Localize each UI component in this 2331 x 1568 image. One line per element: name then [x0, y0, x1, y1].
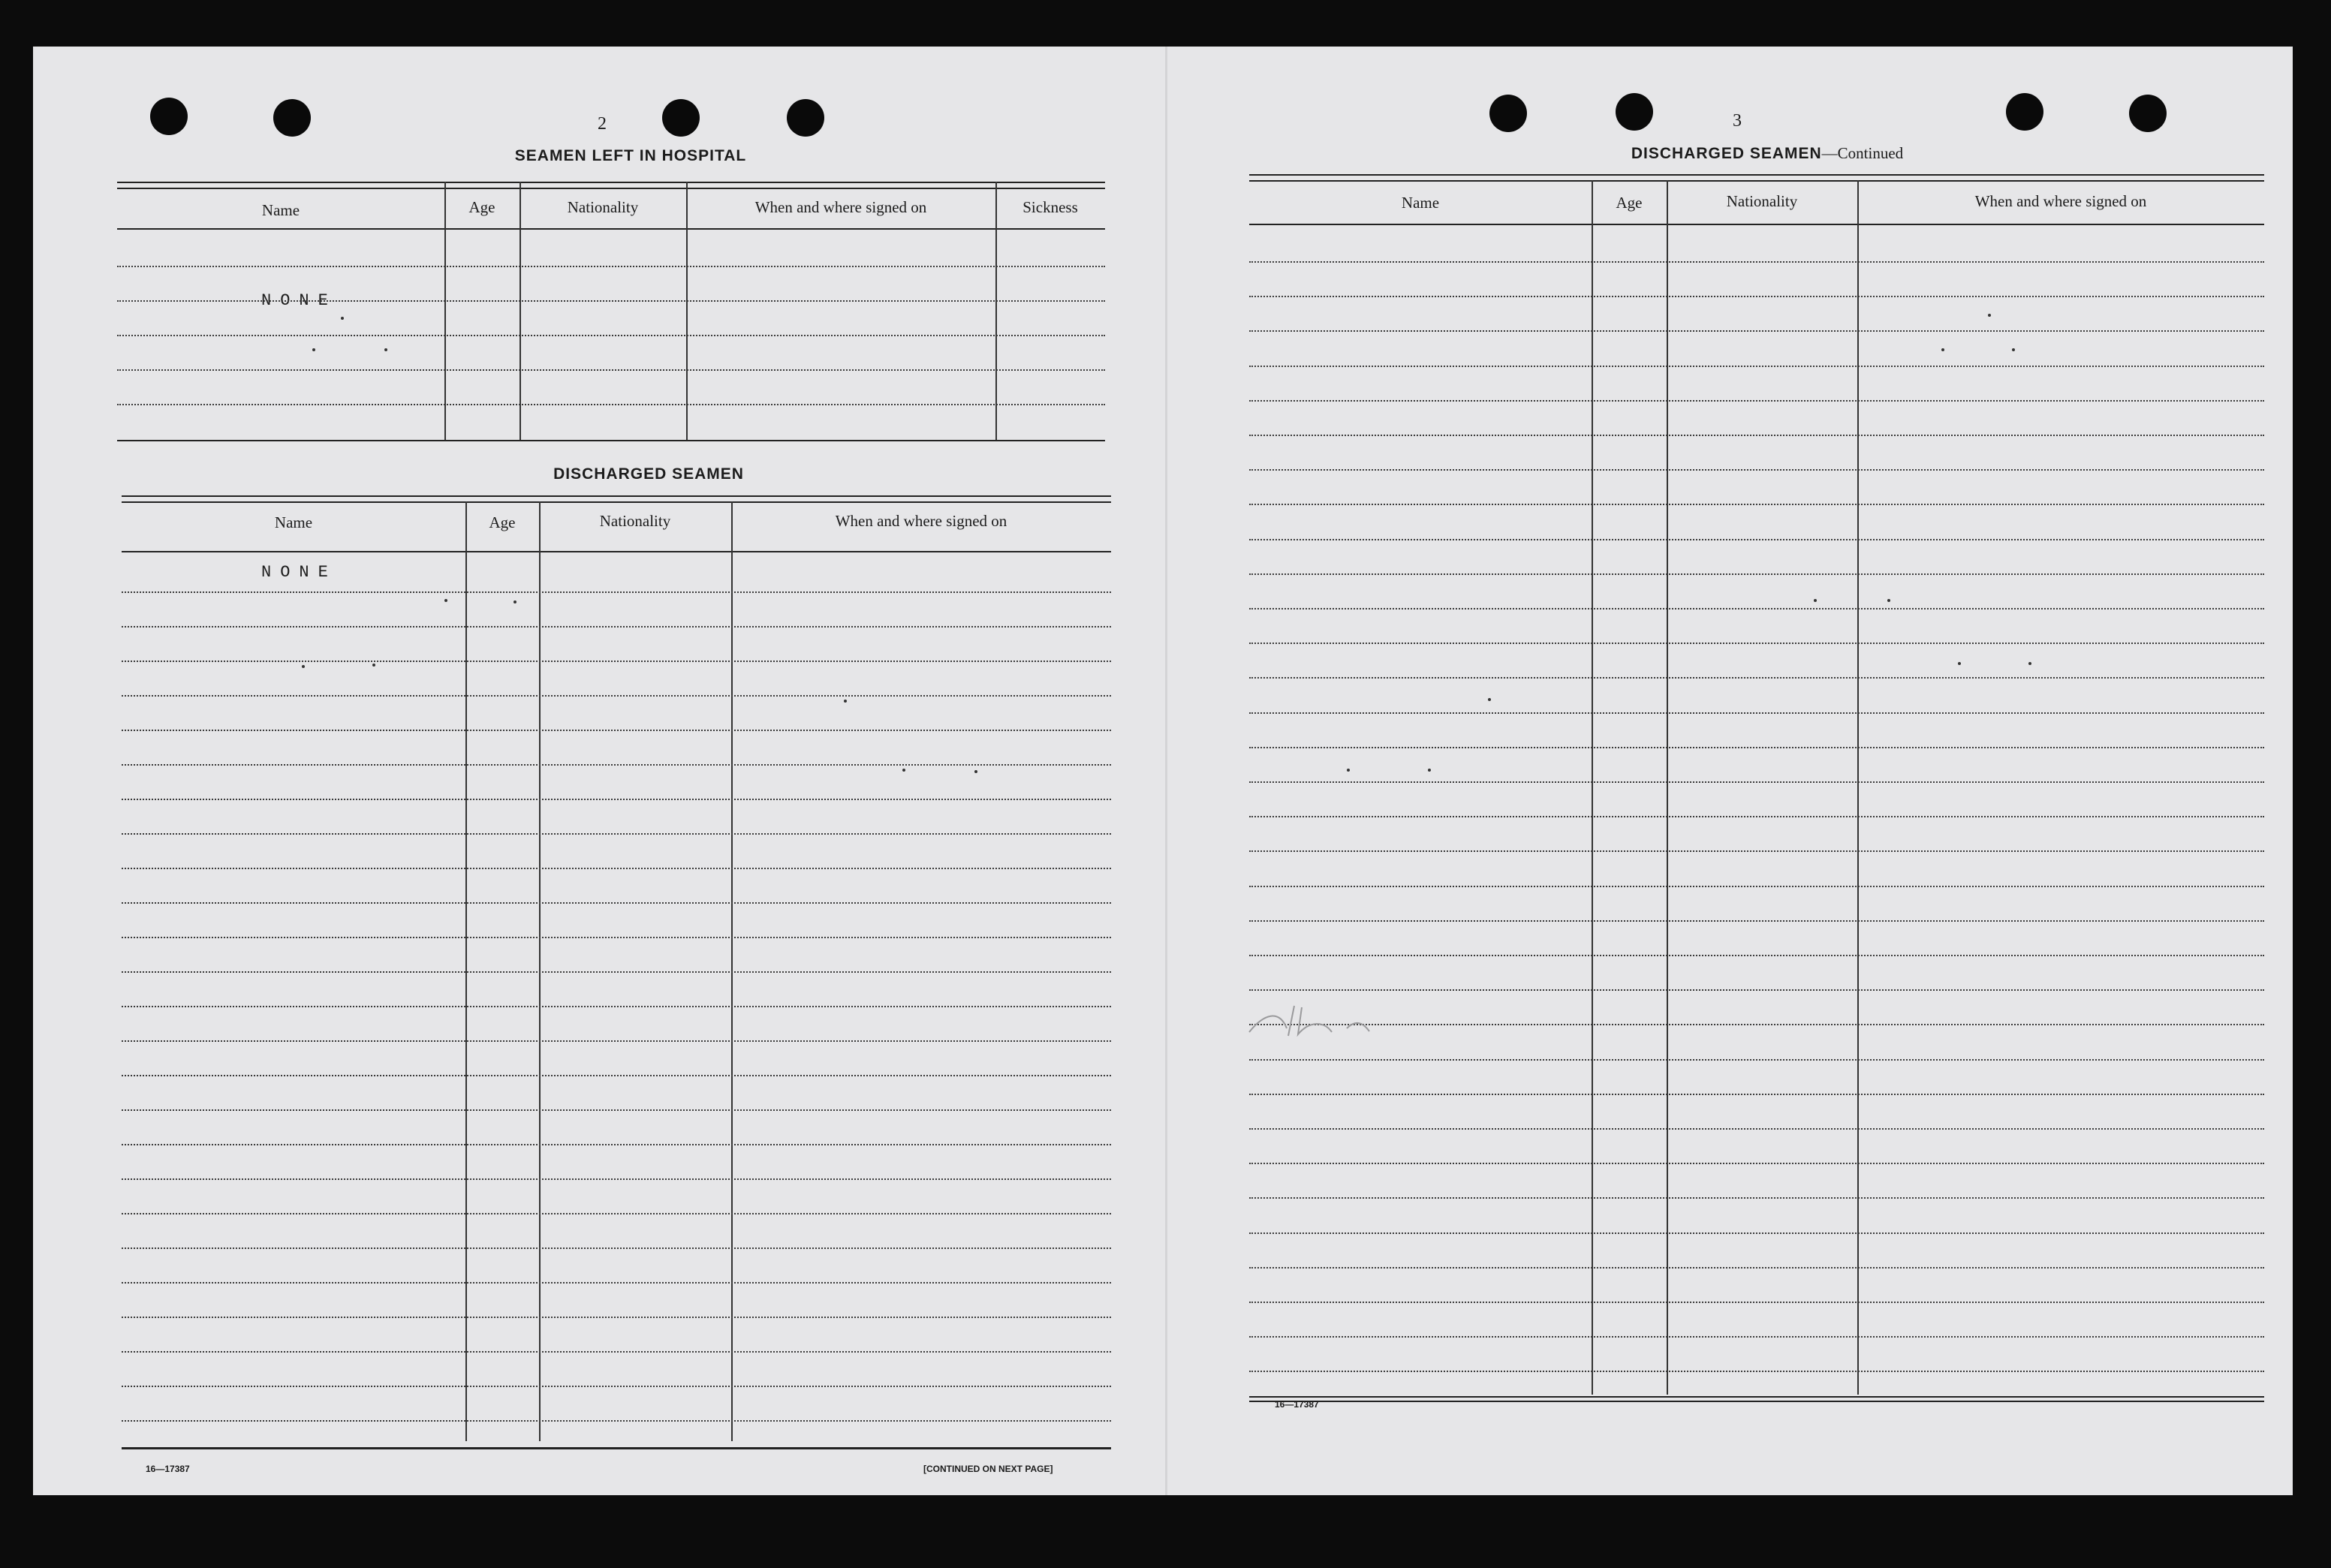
ruled-line	[122, 1420, 1111, 1422]
ruled-line	[122, 1109, 1111, 1111]
ruled-line	[122, 1040, 1111, 1042]
ruled-line	[1249, 747, 2264, 748]
ruled-line	[122, 591, 1111, 593]
ruled-line	[122, 1075, 1111, 1076]
ruled-line	[1249, 261, 2264, 263]
hospital-table	[117, 182, 1105, 446]
ruled-line	[1249, 920, 2264, 922]
ruled-line	[122, 868, 1111, 869]
ruled-line	[122, 937, 1111, 938]
discharged-entry-none: NONE	[261, 563, 337, 582]
ruled-line	[122, 799, 1111, 800]
ruled-line	[1249, 1232, 2264, 1234]
ruled-line	[1249, 539, 2264, 540]
ruled-line	[122, 1178, 1111, 1180]
ruled-line	[1249, 886, 2264, 887]
ruled-line	[1249, 435, 2264, 436]
discharged-title-suffix: —Continued	[1821, 144, 1904, 162]
column-header-age: Age	[468, 198, 495, 216]
ruled-line	[1249, 1336, 2264, 1338]
form-number: 16—17387	[1275, 1399, 1319, 1410]
form-number: 16—17387	[146, 1464, 190, 1474]
hospital-entry-none: NONE	[261, 291, 337, 310]
discharged-table-title: DISCHARGED SEAMEN	[553, 465, 744, 483]
discharged-continued-table	[1249, 174, 2264, 1440]
ruled-line	[1249, 1267, 2264, 1269]
page-number: 3	[1733, 111, 1742, 131]
ruled-line	[122, 1386, 1111, 1387]
ruled-line	[122, 1317, 1111, 1318]
ruled-line	[122, 1351, 1111, 1353]
ruled-line	[122, 695, 1111, 697]
ruled-line	[122, 730, 1111, 731]
column-header-signed-on: When and where signed on	[1974, 192, 2147, 210]
column-header-age: Age	[489, 513, 516, 531]
ruled-line	[1249, 1302, 2264, 1303]
ruled-line	[122, 1247, 1111, 1249]
punch-hole	[2006, 93, 2043, 131]
column-header-nationality: Nationality	[599, 512, 671, 530]
column-header-signed-on: When and where signed on	[835, 512, 1007, 530]
punch-hole	[662, 99, 700, 137]
ruled-line	[1249, 469, 2264, 471]
ruled-line	[122, 764, 1111, 766]
ruled-line	[122, 1282, 1111, 1284]
punch-hole	[273, 99, 311, 137]
ruled-line	[1249, 1059, 2264, 1061]
ruled-line	[1249, 712, 2264, 714]
ruled-line	[1249, 816, 2264, 817]
ruled-line	[1249, 643, 2264, 644]
punch-hole	[1616, 93, 1653, 131]
ruled-line	[122, 1144, 1111, 1145]
ruled-line	[122, 1006, 1111, 1007]
column-header-age: Age	[1616, 194, 1643, 212]
ruled-line	[1249, 1128, 2264, 1130]
ruled-line	[1249, 573, 2264, 575]
ruled-line	[1249, 781, 2264, 783]
column-header-name: Name	[1401, 194, 1440, 212]
column-header-signed-on: When and where signed on	[754, 198, 927, 216]
punch-hole	[787, 99, 824, 137]
punch-hole	[2129, 95, 2167, 132]
ruled-line	[1249, 1094, 2264, 1095]
ruled-line	[1249, 989, 2264, 991]
ruled-line	[1249, 330, 2264, 332]
discharged-continued-title	[1504, 144, 2030, 163]
ruled-line	[1249, 504, 2264, 505]
ruled-line	[1249, 1371, 2264, 1372]
punch-hole	[1489, 95, 1527, 132]
page-number: 2	[598, 114, 607, 134]
ruled-line	[1249, 296, 2264, 297]
page-fold	[1165, 47, 1167, 1495]
discharged-title-main: DISCHARGED SEAMEN	[1631, 145, 1822, 162]
ruled-line	[122, 1213, 1111, 1214]
ruled-line	[122, 626, 1111, 628]
column-header-nationality: Nationality	[1726, 192, 1798, 210]
ruled-line	[122, 661, 1111, 662]
ruled-line	[1249, 677, 2264, 679]
hospital-table-title: SEAMEN LEFT IN HOSPITAL	[514, 147, 747, 164]
ruled-line	[1249, 955, 2264, 956]
discharged-table	[122, 495, 1111, 1455]
continued-note: [CONTINUED ON NEXT PAGE]	[923, 1464, 1053, 1474]
ruled-line	[1249, 400, 2264, 402]
ruled-line	[1249, 850, 2264, 852]
column-header-nationality: Nationality	[567, 198, 639, 216]
document-sheet	[33, 47, 2293, 1495]
ruled-line	[122, 902, 1111, 904]
column-header-name: Name	[261, 201, 300, 219]
ruled-line	[1249, 1163, 2264, 1164]
ruled-line	[1249, 366, 2264, 367]
column-header-sickness: Sickness	[1022, 198, 1078, 216]
column-header-name: Name	[274, 513, 313, 531]
ruled-line	[1249, 1197, 2264, 1199]
punch-hole	[150, 98, 188, 135]
pencil-mark	[1242, 998, 1407, 1043]
ruled-line	[122, 971, 1111, 973]
ruled-line	[122, 833, 1111, 835]
ruled-line	[1249, 608, 2264, 609]
